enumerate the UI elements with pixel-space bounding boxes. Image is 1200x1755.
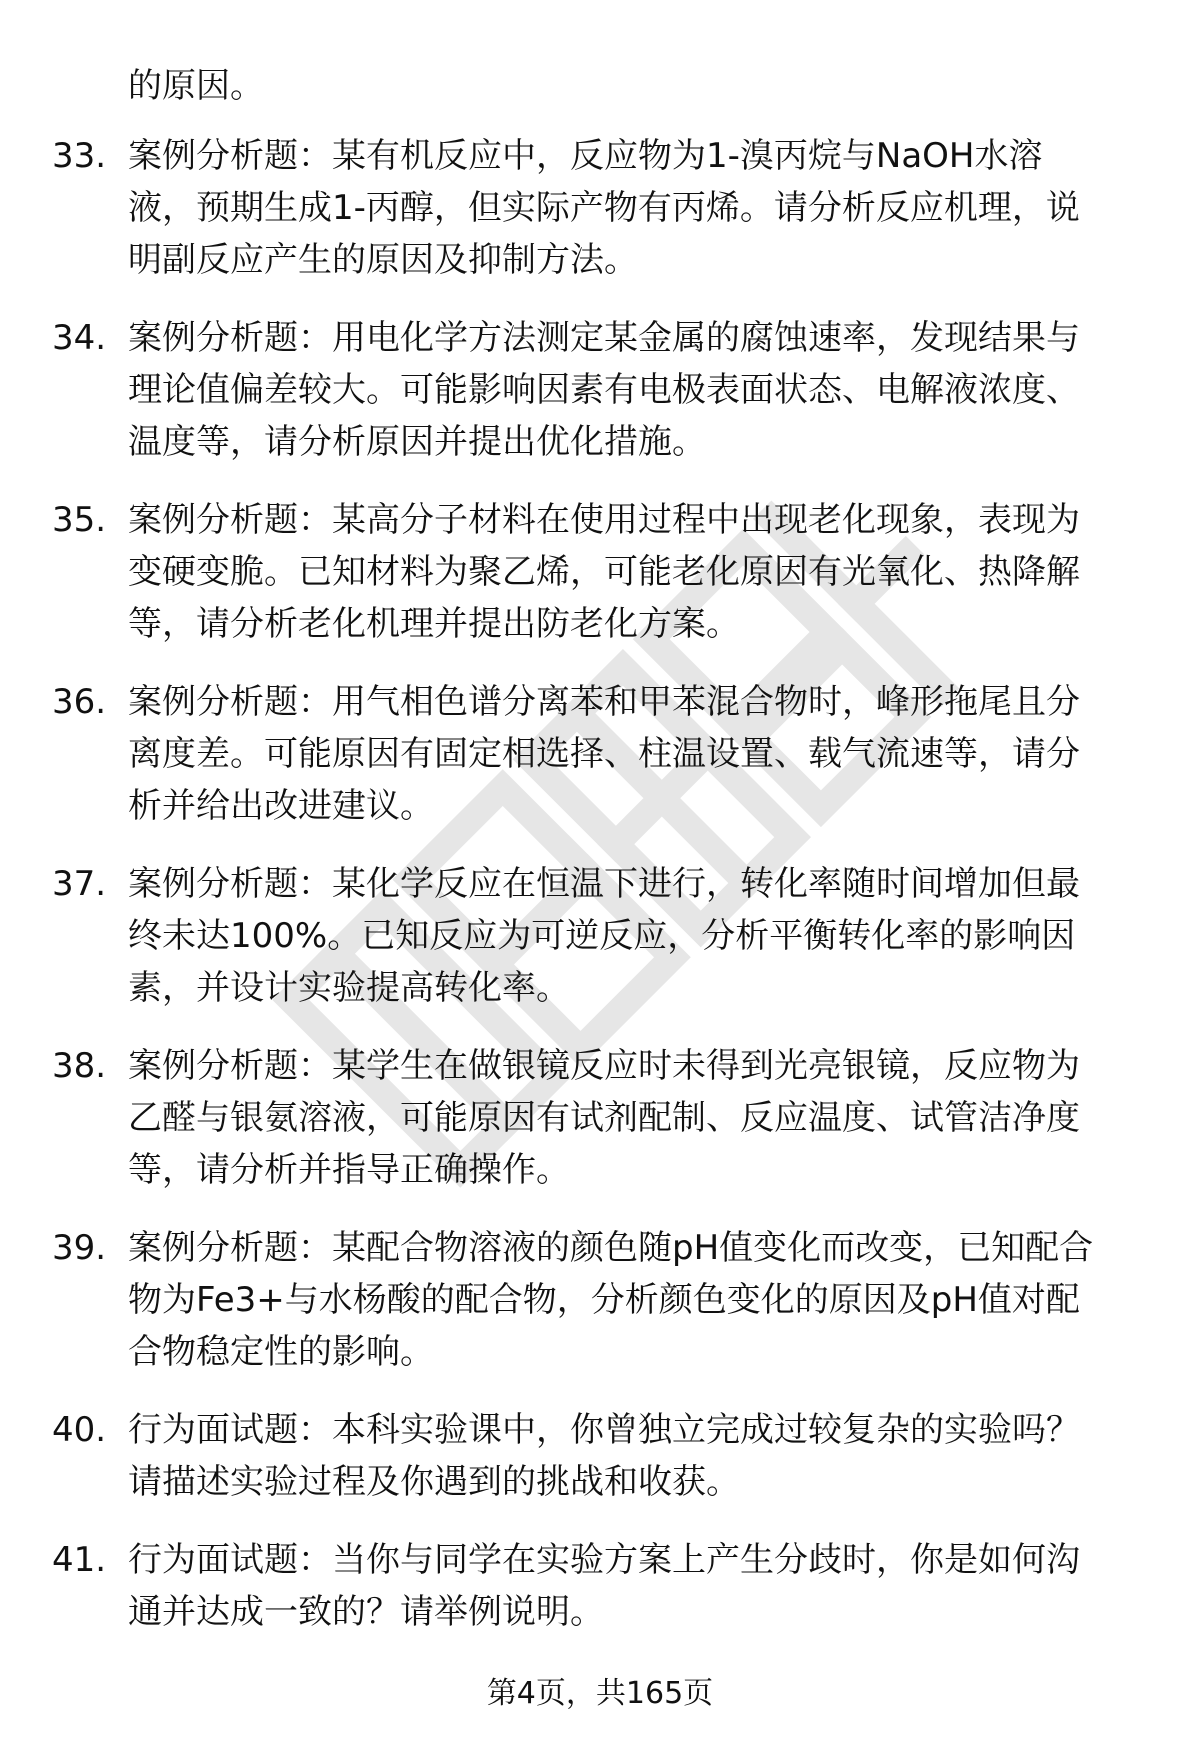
question-line: 案例分析题：某高分子材料在使用过程中出现老化现象，表现为 <box>128 500 1080 540</box>
question-line: 离度差。可能原因有固定相选择、柱温设置、载气流速等，请分 <box>128 734 1080 774</box>
question-number: 38. <box>52 1046 107 1086</box>
question-number: 36. <box>52 682 107 722</box>
page-footer: 第4页，共165页 <box>486 1676 714 1711</box>
question-number: 34. <box>52 318 107 358</box>
continuation-text: 的原因。 <box>128 66 264 106</box>
question-line: 温度等，请分析原因并提出优化措施。 <box>128 422 706 462</box>
question-line: 乙醛与银氨溶液，可能原因有试剂配制、反应温度、试管洁净度 <box>128 1098 1080 1138</box>
question-line: 案例分析题：用气相色谱分离苯和甲苯混合物时，峰形拖尾且分 <box>128 682 1080 722</box>
question-line: 物为Fe3+与水杨酸的配合物，分析颜色变化的原因及pH值对配 <box>128 1280 1080 1320</box>
question-number: 37. <box>52 864 107 904</box>
question-number: 41. <box>52 1540 107 1580</box>
question-line: 明副反应产生的原因及抑制方法。 <box>128 240 638 280</box>
question-line: 行为面试题：当你与同学在实验方案上产生分歧时，你是如何沟 <box>128 1540 1080 1580</box>
question-number: 35. <box>52 500 107 540</box>
question-number: 33. <box>52 136 107 176</box>
question-line: 液，预期生成1-丙醇，但实际产物有丙烯。请分析反应机理，说 <box>128 188 1080 228</box>
question-line: 等，请分析老化机理并提出防老化方案。 <box>128 604 740 644</box>
question-line: 案例分析题：用电化学方法测定某金属的腐蚀速率，发现结果与 <box>128 318 1080 358</box>
question-line: 通并达成一致的？请举例说明。 <box>128 1592 604 1632</box>
question-line: 合物稳定性的影响。 <box>128 1332 434 1372</box>
question-number: 40. <box>52 1410 107 1450</box>
question-line: 素，并设计实验提高转化率。 <box>128 968 570 1008</box>
question-line: 案例分析题：某学生在做银镜反应时未得到光亮银镜，反应物为 <box>128 1046 1080 1086</box>
question-line: 终未达100%。已知反应为可逆反应，分析平衡转化率的影响因 <box>128 916 1076 956</box>
question-line: 析并给出改进建议。 <box>128 786 434 826</box>
question-line: 行为面试题：本科实验课中，你曾独立完成过较复杂的实验吗？ <box>128 1410 1080 1450</box>
question-line: 案例分析题：某化学反应在恒温下进行，转化率随时间增加但最 <box>128 864 1080 904</box>
question-line: 案例分析题：某有机反应中，反应物为1-溴丙烷与NaOH水溶 <box>128 136 1043 176</box>
question-line: 等，请分析并指导正确操作。 <box>128 1150 570 1190</box>
question-line: 理论值偏差较大。可能影响因素有电极表面状态、电解液浓度、 <box>128 370 1080 410</box>
question-line: 案例分析题：某配合物溶液的颜色随pH值变化而改变，已知配合 <box>128 1228 1094 1268</box>
question-line: 请描述实验过程及你遇到的挑战和收获。 <box>128 1462 740 1502</box>
question-line: 变硬变脆。已知材料为聚乙烯，可能老化原因有光氧化、热降解 <box>128 552 1080 592</box>
question-number: 39. <box>52 1228 107 1268</box>
